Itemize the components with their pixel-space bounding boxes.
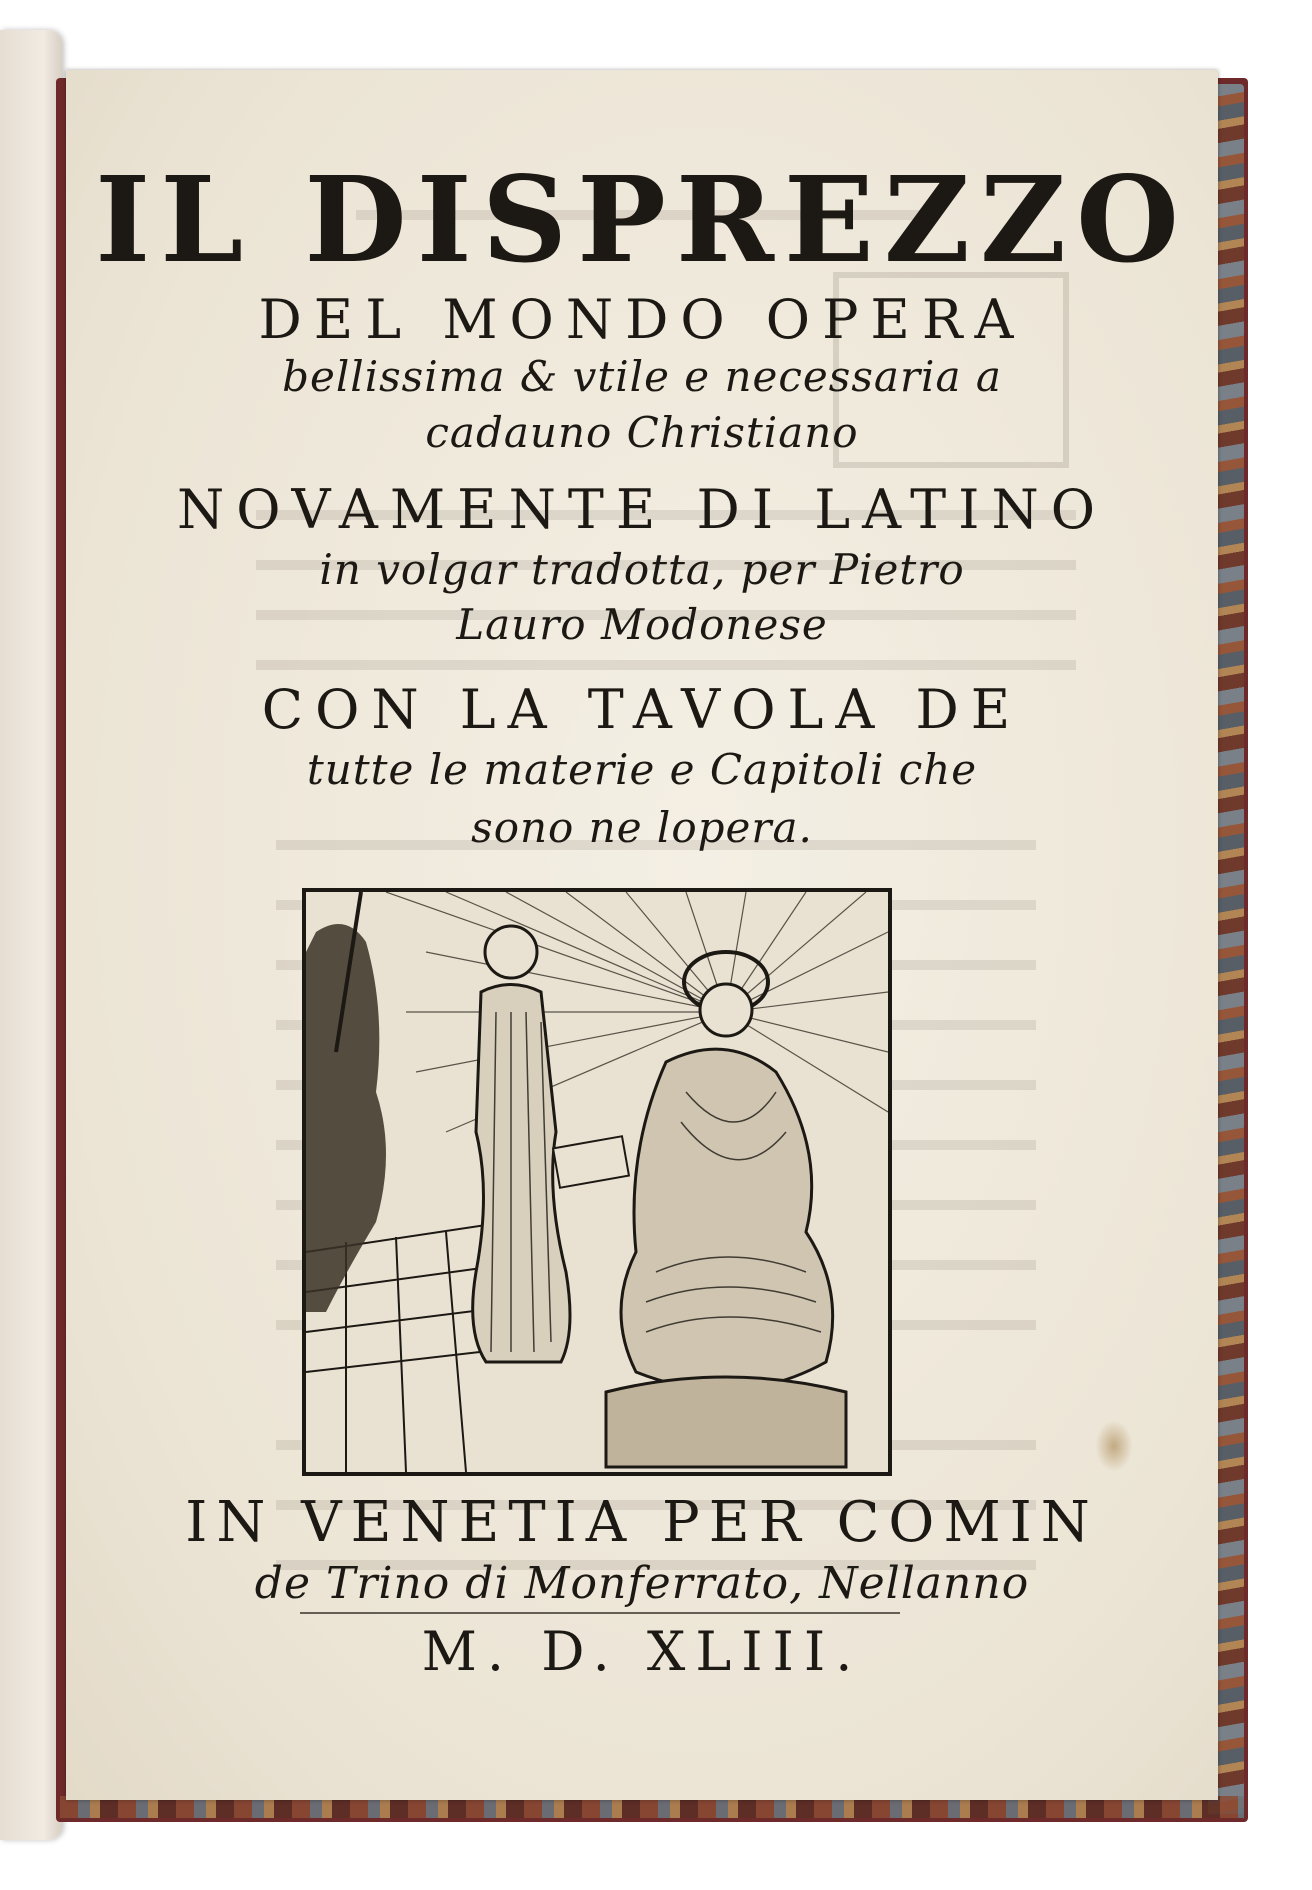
subtitle-line-6: Lauro Modonese: [456, 600, 828, 649]
subtitle-line-7: CON LA TAVOLA DE: [261, 678, 1023, 741]
subtitle-line-5: in volgar tradotta, per Pietro: [319, 545, 965, 594]
subtitle-line-8: tutte le materie e Capitoli che: [306, 745, 978, 794]
page-title: IL DISPREZZO: [95, 150, 1189, 289]
imprint-line-2: de Trino di Monferrato, Nellanno: [254, 1558, 1030, 1609]
woodcut-illustration: [302, 888, 892, 1476]
imprint-date: M. D. XLIII.: [421, 1620, 863, 1683]
left-page-edge: [0, 30, 62, 1840]
subtitle-line-2: bellissima & vtile e necessaria a: [282, 352, 1002, 401]
subtitle-line-1: DEL MONDO OPERA: [258, 288, 1026, 351]
subtitle-line-9: sono ne lopera.: [471, 803, 813, 852]
woodcut-drawing: [306, 892, 888, 1472]
subtitle-line-4: NOVAMENTE DI LATINO: [176, 478, 1108, 541]
imprint-rule: [300, 1612, 900, 1614]
paper-stain: [1095, 1420, 1133, 1472]
subtitle-line-3: cadauno Christiano: [425, 408, 859, 457]
imprint-line-1: IN VENETIA PER COMIN: [185, 1490, 1099, 1555]
